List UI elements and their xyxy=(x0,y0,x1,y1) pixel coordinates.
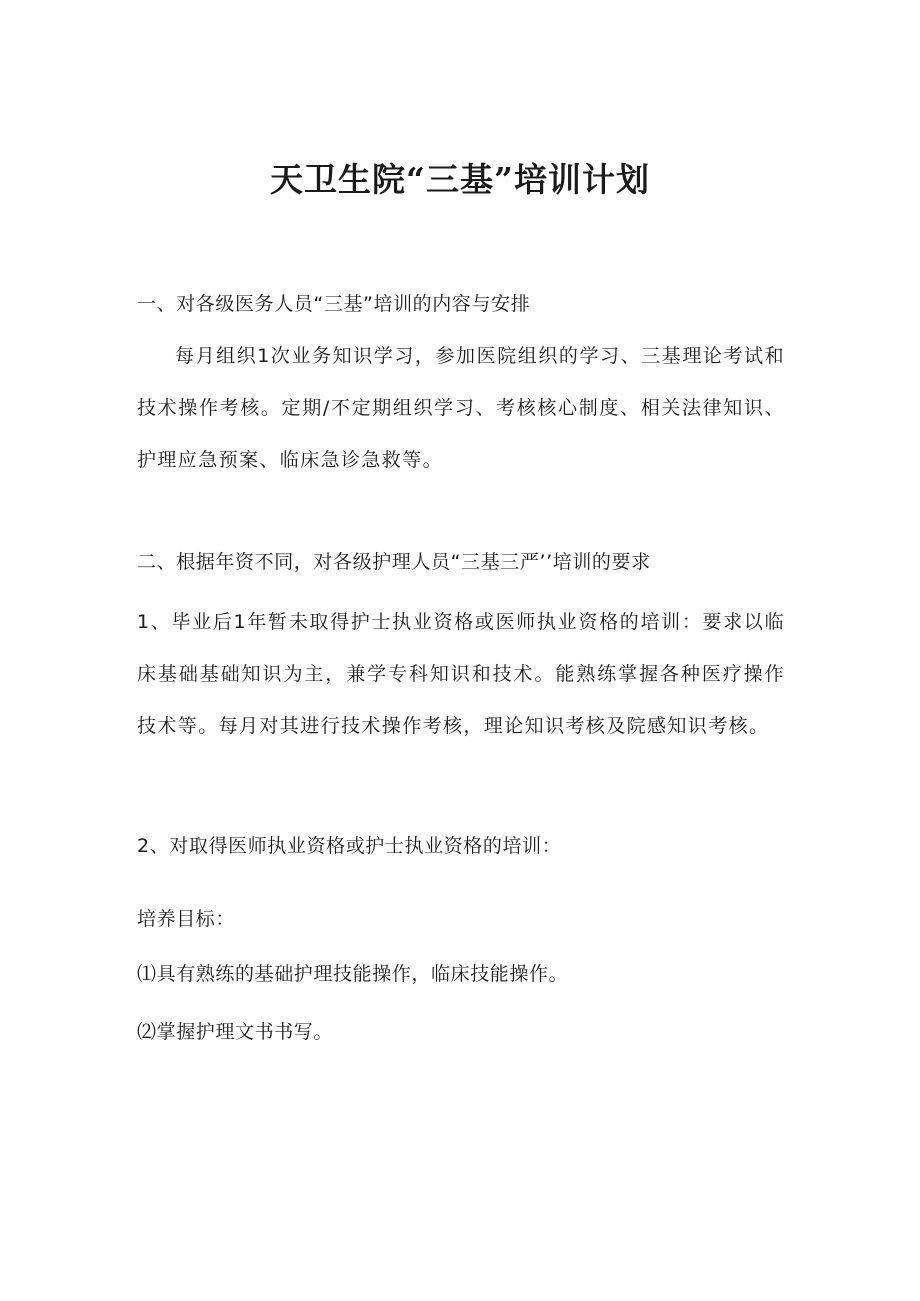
training-goal-1: ⑴具有熟练的基础护理技能操作，临床技能操作。 xyxy=(137,963,569,985)
section-1-paragraph: 每月组织1次业务知识学习，参加医院组织的学习、三基理论考试和技术操作考核。定期/不定期组织学习、考核核心制度、相关法律知识、护理应急预案、临床急诊急救等。 xyxy=(137,345,785,471)
training-goal-2: ⑵掌握护理文书书写。 xyxy=(137,1021,334,1043)
section-2-item-1: 1、毕业后1年暂未取得护士执业资格或医师执业资格的培训：要求以临床基础基础知识为主，兼学专科知识和技术。能熟练掌握各种医疗操作技术等。每月对其进行技术操作考核，理论知识考核及院感知识考核。 xyxy=(137,611,785,737)
training-goals-label: 培养目标： xyxy=(137,908,236,930)
section-1-heading: 一、对各级医务人员“三基”培训的内容与安排 xyxy=(137,293,531,315)
section-2-item-2: 2、对取得医师执业资格或护士执业资格的培训： xyxy=(137,835,562,857)
page-title: 天卫生院“三基”培训计划 xyxy=(270,160,650,199)
section-2-heading: 二、根据年资不同，对各级护理人员“三基三严’’培训的要求 xyxy=(137,551,651,573)
